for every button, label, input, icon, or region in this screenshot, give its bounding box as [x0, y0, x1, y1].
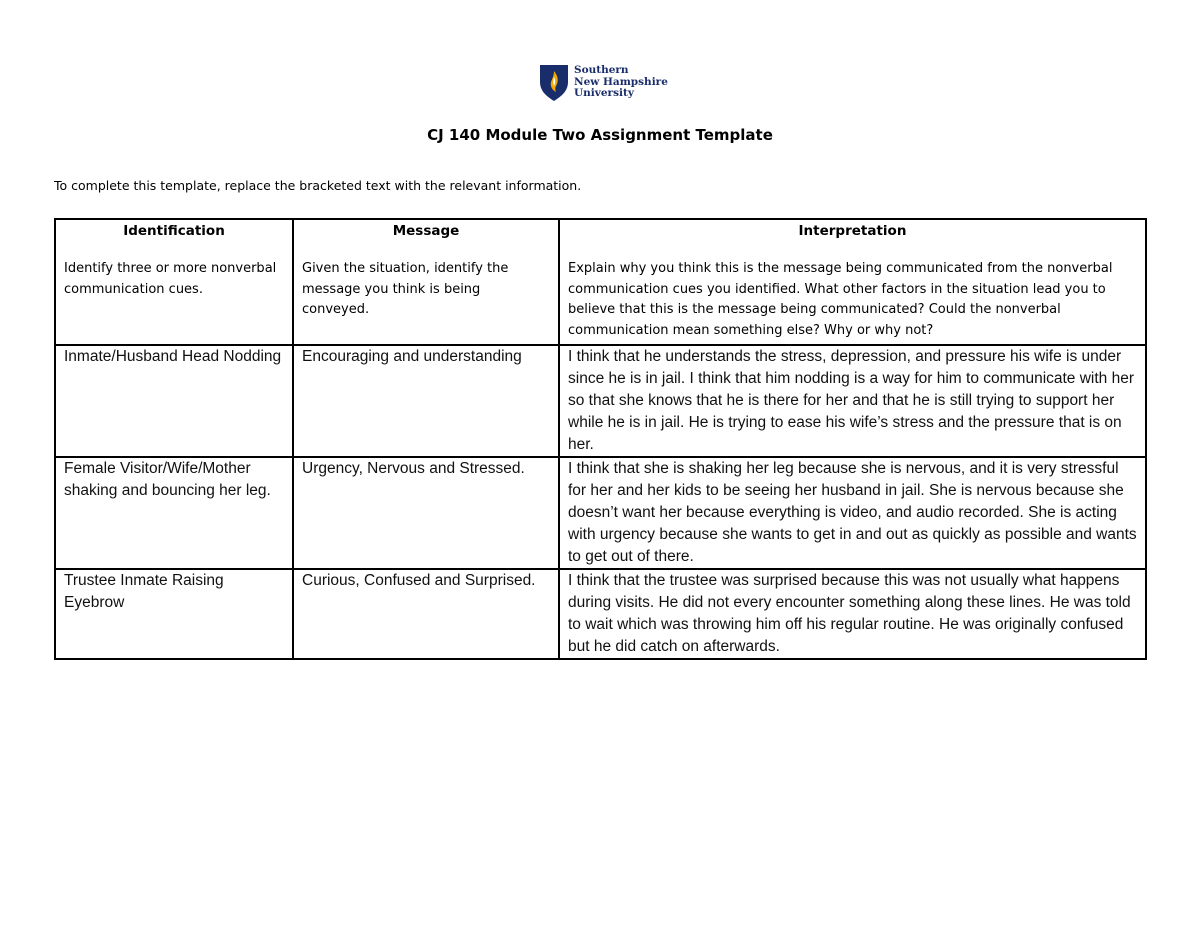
university-logo — [539, 64, 668, 102]
header-identification — [55, 219, 293, 345]
instructions-text: To complete this template, replace the bracketed text with the relevant information. — [54, 178, 582, 193]
logo-wordmark — [574, 65, 668, 100]
logo-line-2: New Hampshire — [574, 75, 668, 88]
header-row — [55, 219, 1146, 345]
logo-line-3: University — [574, 87, 634, 99]
table-row — [55, 569, 1146, 659]
header-title: Identification — [123, 223, 225, 239]
header-interpretation — [559, 219, 1146, 345]
header-description: Explain why you think this is the message being communicated from the nonverbal communication cues you identified. What other factors in the situation lead you to believe that this is the message being communicated? Could the nonverbal communication mean something else? Why or why not? — [568, 261, 1113, 338]
table-row — [55, 345, 1146, 457]
message-cell: Curious, Confused and Surprised. — [293, 569, 559, 659]
assignment-table — [54, 218, 1147, 660]
identification-cell: Inmate/Husband Head Nodding — [55, 345, 293, 457]
header-title: Message — [392, 223, 460, 239]
logo-line-1: Southern — [574, 64, 629, 76]
table-row — [55, 457, 1146, 569]
header-title: Interpretation — [798, 223, 907, 239]
snhu-shield-icon — [539, 64, 569, 102]
identification-cell: Trustee Inmate Raising Eyebrow — [55, 569, 293, 659]
interpretation-cell: I think that she is shaking her leg because she is nervous, and it is very stressful for her and her kids to be seeing her husband in jail. She is nervous because she doesn’t want her because everything is video, and audio recorded. She is acting with urgency because she wants to get in and out as quickly as possible and wants to get out of there. — [559, 457, 1146, 569]
identification-cell: Female Visitor/Wife/Mother shaking and bouncing her leg. — [55, 457, 293, 569]
interpretation-cell: I think that the trustee was surprised because this was not usually what happens during visits. He did not every encounter something along these lines. He was told to wait which was throwing him off his regular routine. He was originally confused but he did catch on afterwards. — [559, 569, 1146, 659]
header-description: Identify three or more nonverbal communication cues. — [64, 261, 277, 297]
document-title: CJ 140 Module Two Assignment Template — [427, 126, 773, 144]
message-cell: Encouraging and understanding — [293, 345, 559, 457]
message-cell: Urgency, Nervous and Stressed. — [293, 457, 559, 569]
interpretation-cell: I think that he understands the stress, depression, and pressure his wife is under since he is in jail. I think that him nodding is a way for him to communicate with her so that she knows that he is there for her and that he is still trying to support her while he is in jail. He is trying to ease his wife’s stress and the pressure that is on her. — [559, 345, 1146, 457]
header-description: Given the situation, identify the message you think is being conveyed. — [302, 261, 509, 317]
header-message — [293, 219, 559, 345]
